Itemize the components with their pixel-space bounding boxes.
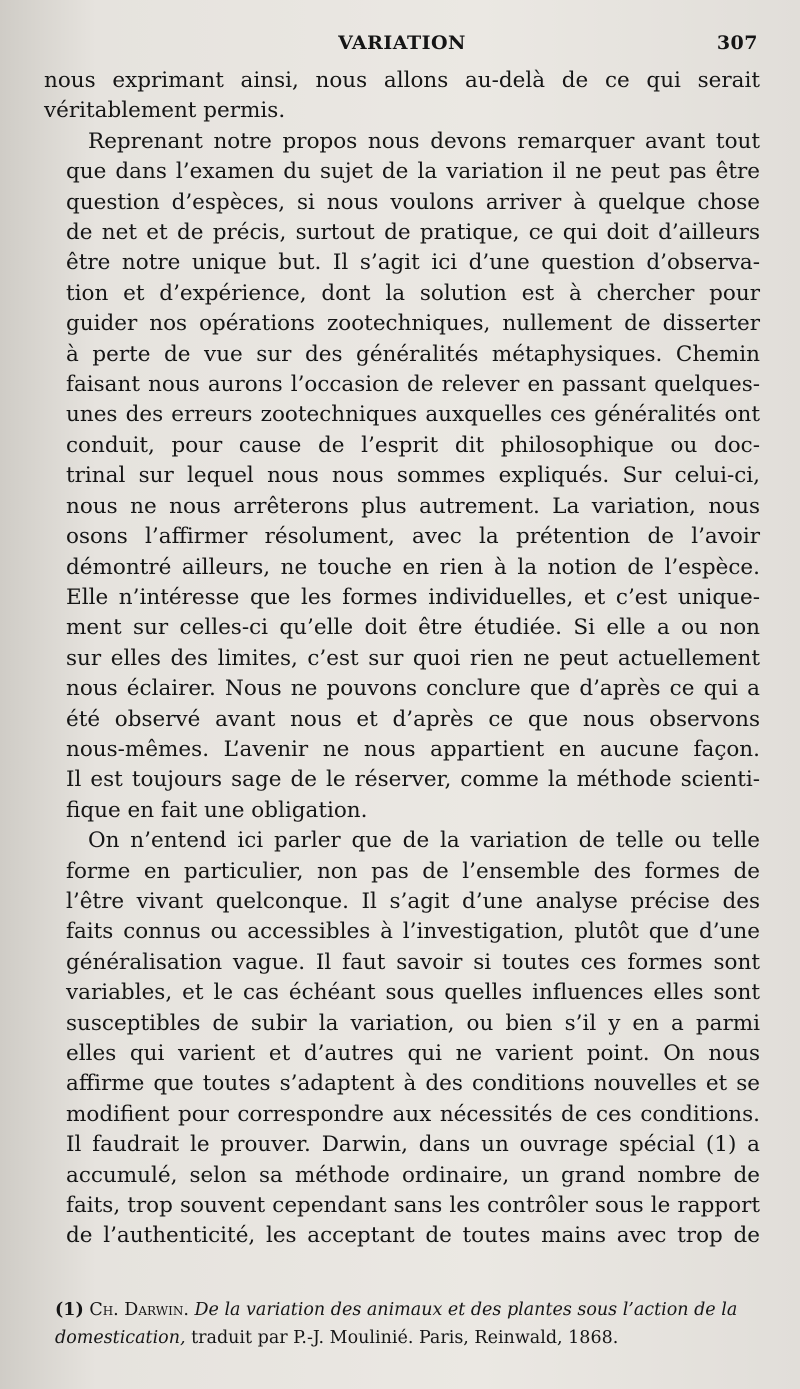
text-line: modifient pour correspondre aux nécessités de ces conditions.	[66, 1101, 760, 1127]
text-line: faits, trop souvent cependant sans les contrôler sous le rapport	[66, 1193, 760, 1219]
footnote-publication: traduit par P.-J. Moulinié. Paris, Reinwald, 1868.	[191, 1328, 619, 1348]
text-line: nous éclairer. Nous ne pouvons conclure que d’après ce qui a	[66, 676, 760, 702]
text-line: Il est toujours sage de le réserver, comme la méthode scienti-	[66, 767, 760, 793]
text-line: nous exprimant ainsi, nous allons au-delà de ce qui serait	[44, 68, 760, 93]
text-line: tion et d’expérience, dont la solution est à chercher pour	[66, 280, 760, 306]
text-line: ment sur celles-ci qu’elle doit être étudiée. Si elle a ou non	[66, 615, 760, 641]
text-line: nous-mêmes. L’avenir ne nous appartient en aucune façon.	[66, 736, 760, 762]
body-text	[44, 66, 760, 1252]
text-line: faisant nous aurons l’occasion de relever en passant quelques-	[66, 372, 760, 398]
text-line: été observé avant nous et d’après ce que nous observons	[66, 706, 760, 732]
text-line: être notre unique but. Il s’agit ici d’une question d’observa-	[66, 250, 760, 276]
paragraph-2	[44, 127, 760, 826]
page-number: 307	[716, 32, 758, 54]
text-line: conduit, pour cause de l’esprit dit philosophique ou doc-	[66, 432, 760, 458]
running-head	[44, 32, 760, 66]
text-line: forme en particulier, non pas de l’ensemble des formes de	[66, 858, 760, 884]
footnote-work-title: De la variation des animaux et des plantes sous l’action de la domestication,	[55, 1300, 738, 1348]
text-line: nous ne nous arrêterons plus autrement. La variation, nous	[66, 493, 760, 519]
text-line: variables, et le cas échéant sous quelles influences elles sont	[66, 980, 760, 1006]
text-line: sur elles des limites, c’est sur quoi rien ne peut actuellement	[66, 645, 760, 671]
text-line: que dans l’examen du sujet de la variation il ne peut pas être	[66, 159, 760, 185]
text-line: guider nos opérations zootechniques, nullement de disserter	[66, 311, 760, 337]
text-line: de l’authenticité, les acceptant de toutes mains avec trop de	[66, 1223, 760, 1249]
footnote-marker: (1)	[55, 1300, 84, 1320]
running-title: VARIATION	[338, 32, 466, 54]
text-line: Il faudrait le prouver. Darwin, dans un ouvrage spécial (1) a	[66, 1132, 760, 1158]
text-line: l’être vivant quelconque. Il s’agit d’une analyse précise des	[66, 888, 760, 914]
footnote-author: Ch. Darwin.	[89, 1300, 189, 1320]
text-line: On n’entend ici parler que de la variation de telle ou telle	[88, 828, 760, 854]
text-line: démontré ailleurs, ne touche en rien à la notion de l’espèce.	[66, 554, 760, 580]
text-line: fique en fait une obligation.	[66, 797, 368, 823]
text-line: affirme que toutes s’adaptent à des conditions nouvelles et se	[66, 1071, 760, 1097]
text-line: accumulé, selon sa méthode ordinaire, un grand nombre de	[66, 1162, 760, 1188]
text-line: à perte de vue sur des généralités métaphysiques. Chemin	[66, 341, 760, 367]
paragraph-1	[44, 66, 760, 127]
text-line: généralisation vague. Il faut savoir si toutes ces formes sont	[66, 949, 760, 975]
text-line: question d’espèces, si nous voulons arriver à quelque chose	[66, 189, 760, 215]
text-line: elles qui varient et d’autres qui ne varient point. On nous	[66, 1041, 760, 1066]
text-line: faits connus ou accessibles à l’investigation, plutôt que d’une	[66, 919, 760, 945]
text-line: unes des erreurs zootechniques auxquelles ces généralités ont	[66, 402, 760, 428]
text-line: osons l’affirmer résolument, avec la prétention de l’avoir	[66, 524, 760, 550]
footnote	[55, 1296, 762, 1352]
text-line: de net et de précis, surtout de pratique, ce qui doit d’ailleurs	[66, 220, 760, 246]
text-line: Reprenant notre propos nous devons remarquer avant tout	[88, 128, 760, 154]
text-line: trinal sur lequel nous nous sommes expliqués. Sur celui-ci,	[66, 463, 760, 489]
text-line: Elle n’intéresse que les formes individuelles, et c’est unique-	[66, 584, 760, 610]
text-line: véritablement permis.	[44, 98, 286, 124]
text-line: susceptibles de subir la variation, ou bien s’il y en a parmi	[66, 1010, 760, 1036]
paragraph-3	[44, 826, 760, 1252]
